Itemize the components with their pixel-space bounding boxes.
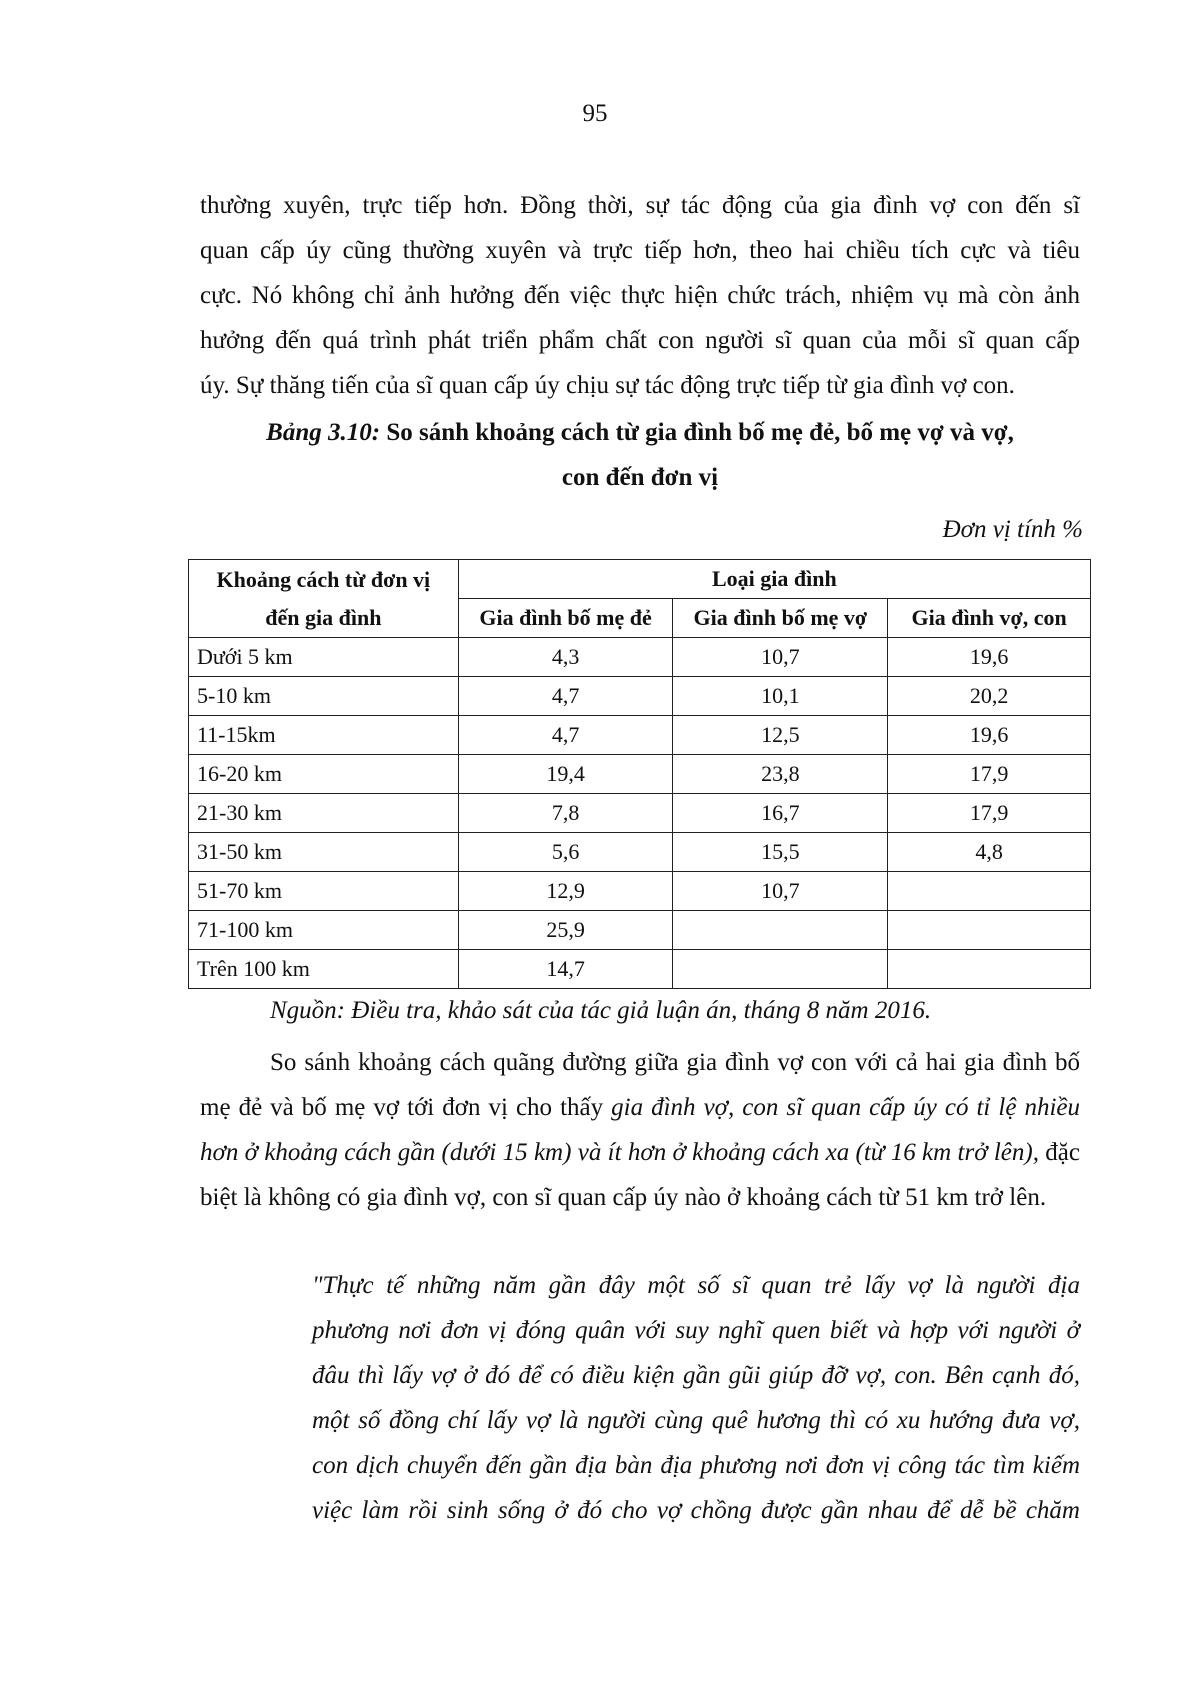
cell-value: 17,9 xyxy=(888,755,1091,794)
table-row xyxy=(189,638,1091,677)
cell-value: 19,6 xyxy=(888,716,1091,755)
cell-value: 20,2 xyxy=(888,677,1091,716)
table-row xyxy=(189,950,1091,989)
cell-value: 15,5 xyxy=(673,833,888,872)
row-label: 21-30 km xyxy=(189,794,459,833)
cell-value: 25,9 xyxy=(458,911,673,950)
row-label: Trên 100 km xyxy=(189,950,459,989)
cell-value: 4,3 xyxy=(458,638,673,677)
group-header: Loại gia đình xyxy=(458,560,1090,599)
row-label: 16-20 km xyxy=(189,755,459,794)
intro-line: hưởng đến quá trình phát triển phẩm chất con người sĩ quan của mỗi sĩ quan cấp xyxy=(200,327,1080,354)
table-caption-line2: con đến đơn vị xyxy=(561,464,719,491)
cell-value: 12,9 xyxy=(458,872,673,911)
cell-value: 14,7 xyxy=(458,950,673,989)
table-row xyxy=(189,833,1091,872)
row-label: Dưới 5 km xyxy=(189,638,459,677)
comparison-text-1: So sánh khoảng cách quãng đường giữa gia đình vợ con với cả hai gia đình bố mẹ đẻ và bố mẹ vợ tới đơn vị cho thấy xyxy=(200,1049,1080,1121)
intro-line: úy. Sự thăng tiến của sĩ quan cấp úy chịu sự tác động trực tiếp từ gia đình vợ con. xyxy=(200,372,1015,399)
intro-paragraph xyxy=(200,183,1080,408)
cell-value: 4,8 xyxy=(888,833,1091,872)
table-row xyxy=(189,755,1091,794)
intro-line: thường xuyên, trực tiếp hơn. Đồng thời, sự tác động của gia đình vợ con đến sĩ xyxy=(200,192,1080,219)
table-row xyxy=(189,911,1091,950)
quote-line: một số đồng chí lấy vợ là người cùng quê hương thì có xu hướng đưa vợ, xyxy=(312,1407,1080,1434)
row-label: 11-15km xyxy=(189,716,459,755)
cell-value: 10,1 xyxy=(673,677,888,716)
intro-line: quan cấp úy cũng thường xuyên và trực tiếp hơn, theo hai chiều tích cực và tiêu xyxy=(200,237,1080,264)
cell-value: 7,8 xyxy=(458,794,673,833)
cell-value: 10,7 xyxy=(673,638,888,677)
cell-value: 16,7 xyxy=(673,794,888,833)
comparison-text-2: đặc biệt là không có gia đình vợ, con sĩ quan cấp úy nào ở khoảng cách từ 51 km trở lên. xyxy=(200,1139,1080,1211)
row-header: Khoảng cách từ đơn vị đến gia đình xyxy=(189,560,459,638)
intro-line: cực. Nó không chỉ ảnh hưởng đến việc thực hiện chức trách, nhiệm vụ mà còn ảnh xyxy=(200,282,1080,309)
row-label: 5-10 km xyxy=(189,677,459,716)
cell-value xyxy=(673,950,888,989)
cell-value: 23,8 xyxy=(673,755,888,794)
cell-value: 12,5 xyxy=(673,716,888,755)
unit-note: Đơn vị tính % xyxy=(942,516,1083,543)
quote-line: phương nơi đơn vị đóng quân với suy nghĩ quen biết và hợp với người ở xyxy=(312,1317,1080,1344)
comparison-italic: gia đình vợ, con sĩ quan cấp úy có tỉ lệ nhiều hơn ở khoảng cách gần (dưới 15 km) và ít hơn ở khoảng cách xa (từ 16 km trở lên), xyxy=(200,1094,1080,1166)
row-label: 31-50 km xyxy=(189,833,459,872)
cell-value: 19,4 xyxy=(458,755,673,794)
quote-block xyxy=(312,1263,1080,1533)
table-row xyxy=(189,794,1091,833)
cell-value xyxy=(888,911,1091,950)
cell-value: 4,7 xyxy=(458,716,673,755)
cell-value: 4,7 xyxy=(458,677,673,716)
table-row xyxy=(189,716,1091,755)
cell-value xyxy=(888,950,1091,989)
cell-value xyxy=(673,911,888,950)
row-label: 51-70 km xyxy=(189,872,459,911)
cell-value: 17,9 xyxy=(888,794,1091,833)
table-caption xyxy=(200,410,1080,455)
quote-line: việc làm rồi sinh sống ở đó cho vợ chồng được gần nhau để dễ bề chăm xyxy=(312,1497,1080,1524)
cell-value: 19,6 xyxy=(888,638,1091,677)
cell-value: 10,7 xyxy=(673,872,888,911)
cell-value xyxy=(888,872,1091,911)
table-row xyxy=(189,677,1091,716)
quote-line: "Thực tế những năm gần đây một số sĩ quan trẻ lấy vợ là người địa xyxy=(312,1272,1080,1299)
table-row xyxy=(189,872,1091,911)
comparison-paragraph xyxy=(200,1040,1080,1220)
table-caption-title-line1: So sánh khoảng cách từ gia đình bố mẹ đẻ, bố mẹ vợ và vợ, xyxy=(386,419,1014,446)
column-header: Gia đình vợ, con xyxy=(888,599,1091,638)
distance-table xyxy=(188,559,1091,989)
column-header: Gia đình bố mẹ vợ xyxy=(673,599,888,638)
row-label: 71-100 km xyxy=(189,911,459,950)
source-note: Nguồn: Điều tra, khảo sát của tác giả luận án, tháng 8 năm 2016. xyxy=(270,997,932,1024)
column-header: Gia đình bố mẹ đẻ xyxy=(458,599,673,638)
table-caption-label: Bảng 3.10: xyxy=(266,419,381,446)
quote-line: đâu thì lấy vợ ở đó để có điều kiện gần gũi giúp đỡ vợ, con. Bên cạnh đó, xyxy=(312,1362,1080,1389)
cell-value: 5,6 xyxy=(458,833,673,872)
quote-line: con dịch chuyển đến gần địa bàn địa phương nơi đơn vị công tác tìm kiếm xyxy=(312,1452,1080,1479)
page-number: 95 xyxy=(582,100,608,127)
